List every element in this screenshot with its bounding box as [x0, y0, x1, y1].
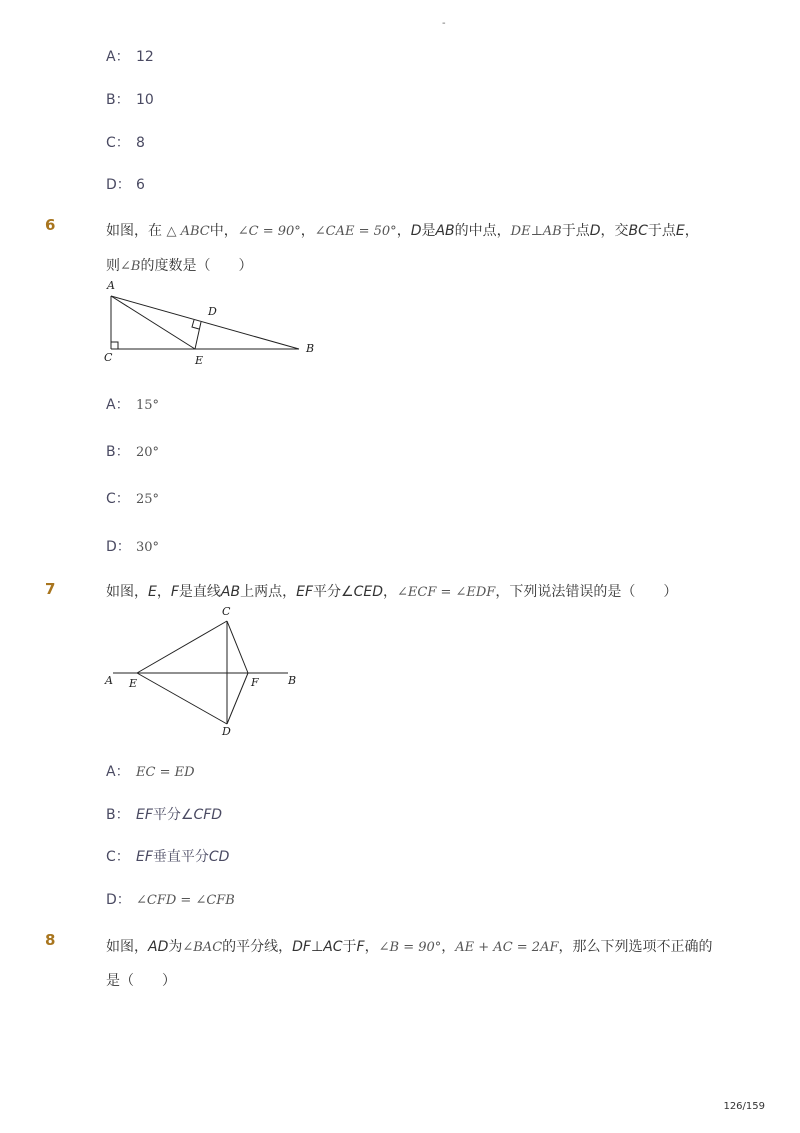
text: 如图，	[106, 939, 148, 955]
option-value: 30°	[136, 540, 160, 555]
math: ∠B	[120, 259, 141, 274]
var: AD	[148, 939, 169, 955]
text: 则	[106, 258, 120, 274]
option-label: C：	[106, 491, 130, 507]
question-6-option-c[interactable]	[106, 488, 159, 508]
var: E	[148, 584, 157, 600]
segment-ec	[137, 621, 227, 673]
math: ∠B = 90°	[378, 940, 442, 955]
text: ⊥	[310, 939, 324, 955]
text: ，	[300, 223, 315, 239]
prev-option-a[interactable]	[106, 46, 154, 66]
option-value: EC = ED	[136, 765, 195, 780]
option-value: 6	[136, 177, 145, 193]
math: AE + AC = 2AF	[455, 940, 559, 955]
question-8-text-line1	[106, 936, 712, 956]
prev-option-b[interactable]	[106, 89, 154, 109]
option-value: 25°	[136, 492, 160, 507]
question-7-option-a[interactable]	[106, 761, 195, 781]
label-e: E	[129, 677, 138, 690]
option-label: B：	[106, 92, 130, 108]
label-a: A	[105, 674, 113, 687]
var: DF	[292, 939, 311, 955]
label-f: F	[251, 676, 259, 689]
option-text: 平分∠	[152, 807, 194, 823]
math: ∠ECF = ∠EDF	[396, 585, 496, 600]
option-label: A：	[106, 49, 130, 65]
option-var: CFD	[193, 807, 223, 823]
label-b: B	[306, 342, 315, 355]
var: EF	[296, 584, 314, 600]
text: 的中点，	[454, 223, 511, 239]
math: △ ABC	[166, 224, 210, 239]
math: ∠BAC	[182, 940, 223, 955]
question-6-number: 6	[45, 216, 56, 234]
text: 的平分线，	[222, 939, 293, 955]
option-label: A：	[106, 764, 130, 780]
question-7-option-b[interactable]	[106, 804, 222, 824]
option-var: CD	[208, 849, 230, 865]
option-value: 10	[136, 92, 154, 108]
text: 于点	[561, 223, 590, 239]
question-7-figure	[100, 600, 310, 740]
text: ，	[684, 223, 699, 239]
option-value: 15°	[136, 398, 160, 413]
math: ∠C = 90°	[237, 224, 301, 239]
question-7-option-c[interactable]	[106, 846, 229, 866]
segment-ed	[137, 673, 227, 724]
prev-option-d[interactable]	[106, 174, 145, 194]
prev-option-c[interactable]	[106, 132, 145, 152]
label-d: D	[222, 725, 231, 738]
math: ∠CAE = 50°	[314, 224, 397, 239]
segment-cf	[227, 621, 248, 673]
var: AB	[435, 223, 455, 239]
text: 上两点，	[240, 584, 297, 600]
text: ，交	[600, 223, 629, 239]
text: 是	[421, 223, 436, 239]
label-c: C	[104, 351, 113, 364]
text: 如图，	[106, 584, 148, 600]
option-var: EF	[136, 849, 153, 865]
option-label: D：	[106, 177, 131, 193]
option-value: 12	[136, 49, 154, 65]
label-c: C	[222, 605, 231, 618]
question-7-text-line1	[106, 581, 677, 601]
label-a: A	[107, 279, 115, 292]
text: 于点	[647, 223, 676, 239]
text: 的度数是（ ）	[140, 258, 253, 274]
text: 是直线	[178, 584, 221, 600]
text: 为	[168, 939, 183, 955]
option-value: 8	[136, 135, 145, 151]
label-b: B	[288, 674, 297, 687]
text: ，	[382, 584, 397, 600]
text: ，	[396, 223, 411, 239]
option-label: B：	[106, 807, 130, 823]
var: E	[675, 223, 685, 239]
math: DE⊥AB	[510, 224, 562, 239]
text: ，下列说法错误的是（ ）	[495, 584, 678, 600]
option-text: 垂直平分	[152, 849, 209, 865]
var: D	[589, 223, 601, 239]
var: AC	[323, 939, 343, 955]
text: 如图，在	[106, 223, 162, 239]
option-label: D：	[106, 892, 131, 908]
var: D	[410, 223, 422, 239]
option-label: C：	[106, 135, 130, 151]
text: ，	[156, 584, 171, 600]
var: F	[356, 939, 365, 955]
segment-ae	[111, 296, 195, 349]
question-6-text-line2	[106, 255, 252, 275]
text: 是（ ）	[106, 973, 176, 989]
option-value: 20°	[136, 445, 160, 460]
text: 于	[342, 939, 357, 955]
question-7-number: 7	[45, 580, 56, 598]
right-angle-c	[111, 342, 118, 349]
label-d: D	[208, 305, 217, 318]
option-label: B：	[106, 444, 130, 460]
option-var: EF	[136, 807, 153, 823]
question-6-option-b[interactable]	[106, 441, 159, 461]
var: F	[170, 584, 179, 600]
segment-de	[195, 322, 201, 349]
option-label: A：	[106, 397, 130, 413]
question-8-text-line2	[106, 970, 176, 990]
var: CED	[353, 584, 383, 600]
text: ，那么下列选项不正确的	[558, 939, 713, 955]
label-e: E	[195, 354, 204, 367]
option-label: C：	[106, 849, 130, 865]
question-8-number: 8	[45, 931, 56, 949]
text: ，	[441, 939, 456, 955]
text: ，	[364, 939, 379, 955]
var: AB	[220, 584, 241, 600]
question-6-option-d[interactable]	[106, 536, 159, 556]
option-label: D：	[106, 539, 131, 555]
text: 中，	[209, 223, 238, 239]
segment-ab	[111, 296, 299, 349]
segment-fd	[227, 673, 248, 724]
page-number: 126/159	[723, 1101, 765, 1112]
header-mark: -	[442, 18, 446, 29]
question-6-figure	[100, 276, 330, 371]
right-angle-d	[192, 320, 199, 329]
question-6-option-a[interactable]	[106, 394, 159, 414]
question-6-text-line1	[106, 220, 699, 240]
text: 平分∠	[313, 584, 354, 600]
var: BC	[628, 223, 648, 239]
option-value: ∠CFD = ∠CFB	[136, 893, 235, 908]
question-7-option-d[interactable]	[106, 889, 235, 909]
